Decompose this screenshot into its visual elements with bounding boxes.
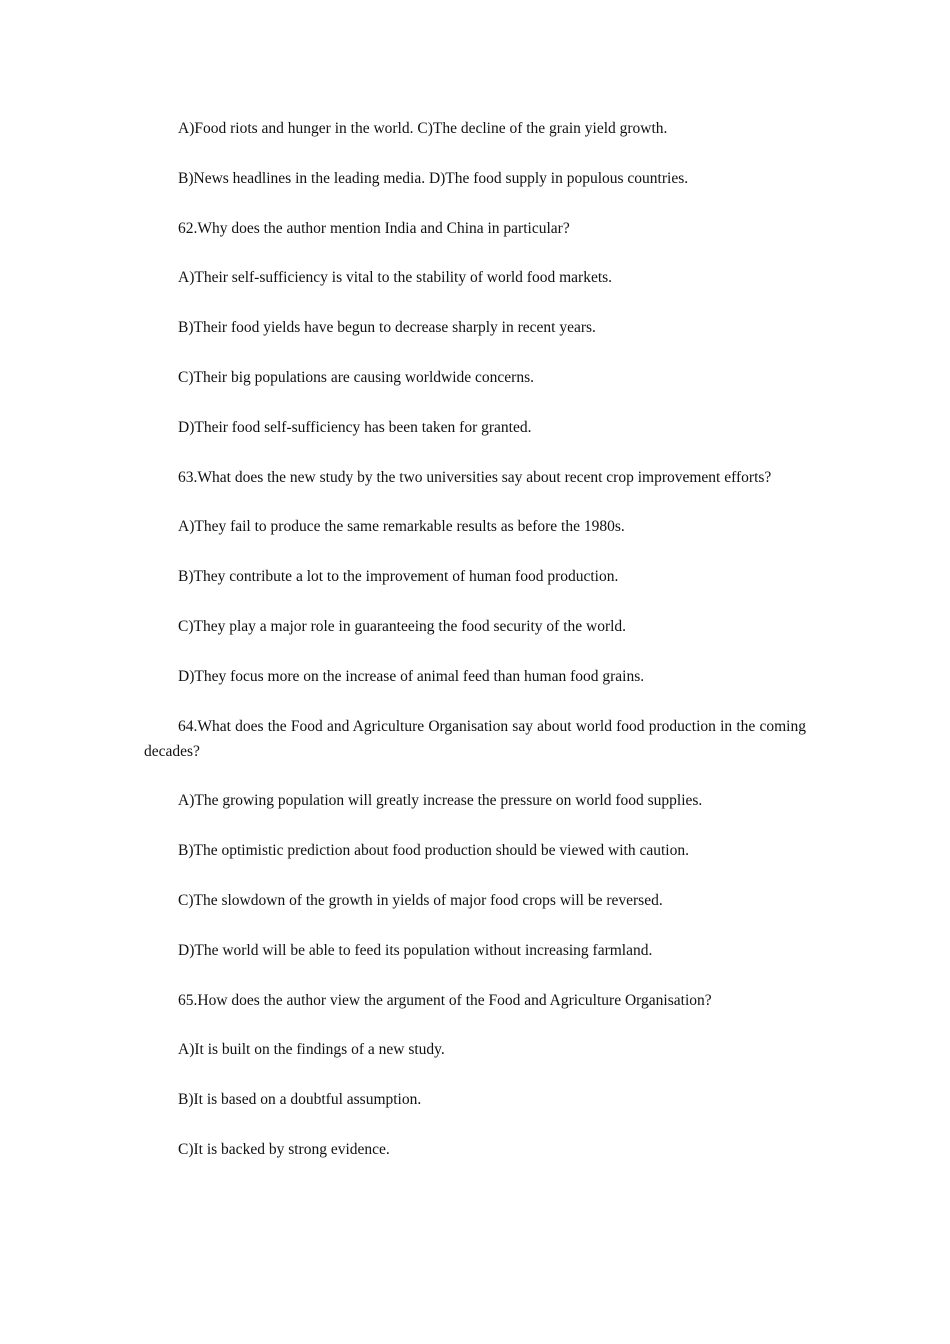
answer-option: D)They focus more on the increase of animal feed than human food grains.: [178, 667, 645, 685]
document-page: [144, 116, 806, 1187]
answer-option: A)Their self-sufficiency is vital to the stability of world food markets.: [178, 269, 613, 287]
answer-option: D)Their food self-sufficiency has been taken for granted.: [178, 418, 532, 436]
answer-option: A)It is built on the findings of a new study.: [178, 1041, 445, 1059]
answer-option: C)Their big populations are causing worldwide concerns.: [178, 368, 534, 386]
answer-option: C)They play a major role in guaranteeing the food security of the world.: [178, 617, 627, 635]
answer-option: D)The world will be able to feed its population without increasing farmland.: [178, 941, 653, 959]
question-65: 65.How does the author view the argument of the Food and Agriculture Organisation?: [178, 991, 712, 1009]
answer-option: C)The slowdown of the growth in yields of major food crops will be reversed.: [178, 891, 663, 909]
answer-option: A)The growing population will greatly increase the pressure on world food supplies.: [178, 792, 703, 810]
question-64: 64.What does the Food and Agriculture Organisation say about world food production in the coming decades?: [144, 717, 806, 760]
answer-option: B)They contribute a lot to the improvement of human food production.: [178, 568, 619, 586]
answer-option: A)They fail to produce the same remarkable results as before the 1980s.: [178, 518, 625, 536]
answer-option: C)It is backed by strong evidence.: [178, 1140, 390, 1158]
question-62: 62.Why does the author mention India and China in particular?: [178, 219, 570, 237]
answer-option: B)It is based on a doubtful assumption.: [178, 1091, 422, 1109]
answer-option: B)Their food yields have begun to decrease sharply in recent years.: [178, 319, 596, 337]
answer-option: B)News headlines in the leading media. D)The food supply in populous countries.: [178, 169, 689, 187]
question-63: 63.What does the new study by the two universities say about recent crop improvement efforts?: [178, 468, 772, 486]
answer-option: B)The optimistic prediction about food production should be viewed with caution.: [178, 842, 689, 860]
answer-option: A)Food riots and hunger in the world. C)The decline of the grain yield growth.: [178, 120, 668, 137]
